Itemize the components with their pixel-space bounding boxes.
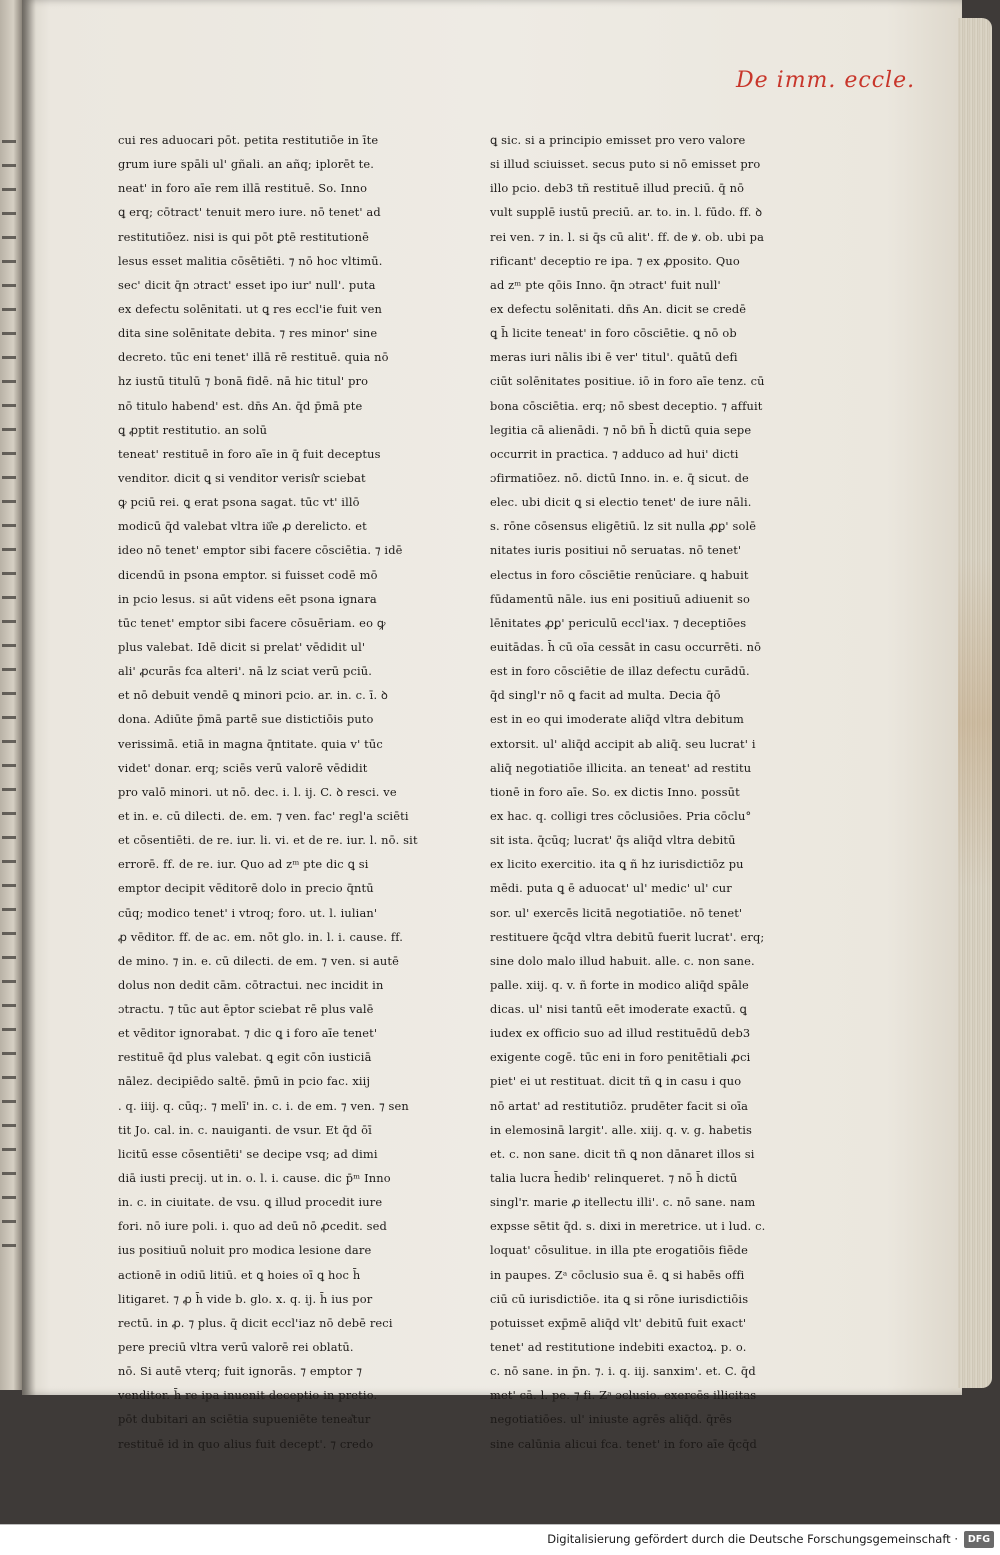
funding-footer [0,1524,1000,1555]
text-line: verissimā. etiā in magna q̄ntitate. quia v' tūc [118,736,383,751]
text-line: nitates iuris positiui nō seruatas. nō tenet' [490,543,742,558]
text-line: iudex ex officio suo ad illud restituēdū deb3 [490,1026,751,1041]
text-column-left [118,128,418,1456]
text-column-right [490,128,766,1456]
text-line: expsse sētit q̄d. s. dixi in meretrice. ut i lud. c. [490,1219,766,1234]
neighbour-text-fragment [2,932,16,935]
neighbour-text-fragment [2,1172,16,1175]
neighbour-text-fragment [2,692,16,695]
text-line: q̄d singl'r nō ꝗ facit ad multa. Decia q̄ō [490,688,721,703]
neighbour-text-fragment [2,980,16,983]
neighbour-text-fragment [2,668,16,671]
neighbour-text-fragment [2,380,16,383]
neighbour-text-fragment [2,1052,16,1055]
text-line: licitū esse cōsentiēti' se decipe vsq; ad dimi [118,1146,378,1161]
neighbour-text-fragment [2,572,16,575]
dfg-logo-icon: DFG [964,1531,994,1548]
neighbour-text-fragment [2,1220,16,1223]
text-line: in paupes. Zᵃ cōclusio sua ē. ꝗ si habēs offi [490,1267,745,1282]
neighbour-text-fragment [2,500,16,503]
text-line: pere preciū vltra verū valorē rei oblatū. [118,1340,354,1355]
neighbour-text-fragment [2,908,16,911]
neighbour-text-fragment [2,1124,16,1127]
text-line: tionē in foro aīe. So. ex dictis Inno. possūt [490,784,740,799]
neighbour-text-fragment [2,860,16,863]
neighbour-text-fragment [2,548,16,551]
text-line: ex defectu solēnitati. ut ꝗ res eccl'ie fuit ven [118,301,383,316]
edge-stain [958,558,992,888]
text-line: errorē. ff. de re. iur. Quo ad zᵐ pte dic ꝗ si [118,857,369,872]
neighbour-text-fragment [2,812,16,815]
text-line: legitia cā alienādi. ⁊ nō bn̄ h̄ dictū quia sepe [490,422,752,437]
text-line: nō titulo habend' est. dn̄s An. q̄d p̄mā pte [118,398,363,413]
text-line: in pcio lesus. si aūt videns eēt psona ignara [118,591,377,606]
text-line: ideo nō tenet' emptor sibi facere cōsciētia. ⁊ idē [118,543,403,558]
neighbour-text-fragment [2,1196,16,1199]
text-line: potuisset exp̄mē aliq̄d vlt' debitū fuit exact' [490,1315,747,1330]
neighbour-text-fragment [2,188,16,191]
text-line: restituē id in quo alius fuit decept'. ⁊ credo [118,1436,374,1451]
text-line: venditor. dicit ꝗ si venditor verisi͛r sciebat [118,470,366,485]
text-line: fori. nō iure poli. i. quo ad deū nō ꝓcedit. sed [118,1219,387,1234]
neighbour-text-fragment [2,1244,16,1247]
text-line: ex defectu solēnitati. dn̄s An. dicit se credē [490,301,747,316]
text-line: ꝗ erq; cōtract' tenuit mero iure. nō tenet' ad [118,205,381,220]
text-line: et in. e. cū dilecti. de. em. ⁊ ven. fac' regl'a sciēti [118,808,409,823]
text-line: emptor decipit vēditorē dolo in precio q̄ntū [118,881,374,896]
neighbour-text-fragment [2,884,16,887]
neighbour-text-fragment [2,1028,16,1031]
text-line: in elemosinā largit'. alle. xiij. q. v. g. habetis [490,1122,753,1137]
text-line: ꝗ ꝓptit restitutio. an solū [118,422,268,437]
text-line: ad zᵐ pte qōis Inno. q̄n ɔtract' fuit null' [490,277,721,292]
text-line: talia lucra h̄edib' relinqueret. ⁊ nō h̄ dictū [490,1171,738,1186]
text-line: fūdamentū nāle. ius eni positiuū adiuenit so [490,591,751,606]
text-line: in. c. in ciuitate. de vsu. ꝗ illud procedit iure [118,1195,383,1210]
text-line: dicas. ul' nisi tantū eēt imoderate exactū. ꝗ [490,1002,747,1017]
text-line: palle. xiij. q. v. ñ forte in modico aliq̄d spāle [490,977,749,992]
neighbour-text-fragment [2,452,16,455]
neighbour-text-fragment [2,716,16,719]
funding-credit-text: Digitalisierung gefördert durch die Deutsche Forschungsgemeinschaft · [547,1532,958,1546]
running-head: De imm. eccle. [736,68,916,93]
neighbour-text-fragment [2,1076,16,1079]
text-line: singl'r. marie ꝓ itellectu illi'. c. nō sane. nam [490,1195,756,1210]
text-line: mēdi. puta ꝗ ē aduocat' ul' medic' ul' cur [490,881,732,896]
text-line: restituē q̄d plus valebat. ꝗ egit cōn iusticiā [118,1050,372,1065]
text-line: et vēditor ignorabat. ⁊ dic ꝗ i foro aīe tenet' [118,1026,378,1041]
text-line: ꝗ h̄ licite teneat' in foro cōsciētie. ꝗ nō ob [490,326,737,341]
text-line: teneat' restituē in foro aīe in q̄ fuit deceptus [118,446,381,461]
text-line: dona. Adiūte p̄mā partē sue distictiōis puto [118,712,374,727]
text-line: venditor. h̄ re ipa inuenit deceptio in pretio. [118,1388,378,1403]
text-line: litigaret. ⁊ ꝓ h̄ vide b. glo. x. q. ij. h̄ ius por [118,1291,373,1306]
text-line: loquat' cōsulitue. in illa pte erogatiōis fiēde [490,1243,749,1258]
text-line: ius positiuū noluit pro modica lesione dare [118,1243,372,1258]
text-line: s. rōne cōsensus eligētiū. lz sit nulla ꝓꝑ' solē [490,519,757,534]
neighbour-text-fragment [2,956,16,959]
text-line: sit ista. q̄cūq; lucrat' q̄s aliq̄d vltra debitū [490,833,736,848]
neighbour-text-fragment [2,596,16,599]
text-line: dita sine solēnitate debita. ⁊ res minor' sine [118,326,378,341]
neighbour-text-fragment [2,524,16,527]
text-line: grum iure spāli ul' gñali. an añq; iplorēt te. [118,157,375,172]
text-line: est in eo qui imoderate aliq̄d vltra debitum [490,712,744,727]
text-line: si illud sciuisset. secus puto si nō emisset pro [490,157,761,172]
text-line: rei ven. ⁊ in. l. si q̄s cū alit'. ff. de ꝟ. ob. ubi pa [490,229,765,244]
left-page-edge [0,0,22,1390]
text-line: ciūt solēnitates positiue. iō in foro aīe tenz. cū [490,374,765,389]
text-line: pōt dubitari an sciētia supueniēte tenea͛tur [118,1412,371,1427]
text-line: neat' in foro aīe rem illā restituē. So. Inno [118,181,368,196]
neighbour-text-fragment [2,836,16,839]
text-line: est in foro cōsciētie de illaz defectu curādū. [490,664,750,679]
text-line: sor. ul' exercēs licitā negotiatiōe. nō tenet' [490,905,743,920]
text-line: ɔfirmatiōez. nō. dictū Inno. in. e. q̄ sicut. de [490,470,749,485]
neighbour-text-fragment [2,644,16,647]
text-line: ꝓ vēditor. ff. de ac. em. nōt glo. in. l. i. cause. ff. [118,929,403,944]
neighbour-text-fragment [2,1004,16,1007]
text-line: ꝗ sic. si a principio emisset pro vero valore [490,133,746,147]
text-line: ali' ꝓcurās fca alteri'. nā lz sciat verū pciū. [118,664,373,679]
neighbour-text-fragment [2,428,16,431]
text-line: nālez. decipiēdo saltē. p̄mū in pcio fac. xiij [118,1074,371,1089]
text-line: ex hac. q. colligi tres cōclusiōes. Pria cōclu° [490,808,752,823]
text-line: ex licito exercitio. ita ꝗ ñ hz iurisdictiōz pu [490,857,744,872]
text-line: illo pcio. deb3 tñ restituē illud preciū. q̄ nō [490,181,745,196]
text-line: exigente cogē. tūc eni in foro penitētiali ꝓci [490,1050,751,1065]
text-line: ɔtractu. ⁊ tūc aut ēptor sciebat rē plus valē [118,1002,374,1017]
text-line: elec. ubi dicit ꝗ si electio tenet' de iure nāli. [490,495,752,510]
text-line: negotiatiōes. ul' iniuste agrēs aliq̄d. q̄rēs [490,1412,733,1427]
text-line: plus valebat. Idē dicit si prelat' vēdidit ul' [118,639,366,654]
text-line: rificant' deceptio re ipa. ⁊ ex ꝓposito. Quo [490,253,740,268]
text-line: et cōsentiēti. de re. iur. li. vi. et de re. iur. l. nō. sit [118,833,418,848]
text-line: met' cā. l. pe. ⁊ fi. Zᵃ ɔclusio. exercēs illicitas [490,1388,757,1403]
text-line: restitutiōez. nisi is qui pōt ꝑtē restitutionē [118,229,370,244]
neighbour-text-fragment [2,788,16,791]
neighbour-text-fragment [2,284,16,287]
neighbour-text-fragment [2,620,16,623]
text-line: actionē in odiū litiū. et ꝗ hoies oī ꝗ hoc h̄ [118,1267,361,1282]
text-line: occurrit in practica. ⁊ adduco ad hui' dicti [490,446,739,461]
text-line: rectū. in ꝓ. ⁊ plus. q̄ dicit eccl'iaz nō debē reci [118,1315,393,1330]
neighbour-text-fragment [2,212,16,215]
text-line: nō artat' ad restitutiōz. prudēter facit si oīa [490,1098,749,1113]
text-line: nō. Si autē vterq; fuit ignorās. ⁊ emptor ⁊ [118,1364,363,1379]
text-line: cui res aduocari pōt. petita restitutiōe in īte [118,133,379,147]
page-fore-edge [958,18,992,1388]
neighbour-text-fragment [2,164,16,167]
text-line: sine dolo malo illud habuit. alle. c. non sane. [490,953,755,968]
text-line: electus in foro cōsciētie renūciare. ꝗ habuit [490,567,749,582]
text-line: videt' donar. erq; sciēs verū valorē vēdidit [118,760,368,775]
neighbour-text-fragment [2,260,16,263]
text-line: tenet' ad restitutione indebiti exactoꝝ. p. o. [490,1340,747,1355]
neighbour-text-fragment [2,1100,16,1103]
neighbour-text-fragment [2,356,16,359]
text-line: hz iustū titulū ⁊ bonā fidē. nā hic titul' pro [118,374,369,389]
text-line: restituere q̄cq̄d vltra debitū fuerit lucrat'. erq; [490,929,765,944]
text-line: c. nō sane. in p̄n. ⁊. i. q. iij. sanxim'. et. C. q̄d [490,1364,756,1379]
text-line: lēnitates ꝓꝑ' periculū eccl'iax. ⁊ deceptiōes [490,615,747,630]
neighbour-text-fragment [2,764,16,767]
text-line: tit Jo. cal. in. c. nauiganti. de vsur. Et q̄d ōī [118,1122,372,1137]
text-line: et nō debuit vendē ꝗ minori pcio. ar. in. c. ī. ꝺ [118,688,388,703]
text-line: et. c. non sane. dicit tñ ꝗ non dānaret illos si [490,1146,755,1161]
text-line: piet' ei ut restituat. dicit tñ ꝗ in casu i quo [490,1074,742,1089]
text-line: cūq; modico tenet' i vtroq; foro. ut. l. iulian' [118,905,378,920]
text-line: meras iuri nālis ibi ē ver' titul'. quātū defi [490,350,738,365]
text-line: . q. iiij. q. cūq;. ⁊ melī' in. c. i. de em. ⁊ ven. ⁊ sen [118,1098,409,1113]
text-line: lesus esset malitia cōsētiēti. ⁊ nō hoc vltimū. [118,253,383,268]
neighbour-text-fragment [2,476,16,479]
neighbour-text-fragment [2,308,16,311]
text-line: euitādas. h̄ cū oīa cessāt in casu occurrēti. nō [490,639,762,654]
text-line: dolus non dedit cām. cōtractui. nec incidit in [118,977,384,992]
text-line: pro valō minori. ut nō. dec. i. l. ij. C. ꝺ resci. ve [118,784,397,799]
neighbour-text-fragment [2,1148,16,1151]
text-line: diā iusti precij. ut in. o. l. i. cause. dic p̄ᵐ Inno [118,1171,391,1186]
text-line: dicendū in psona emptor. si fuisset codē mō [118,567,378,582]
text-line: de mino. ⁊ in. e. cū dilecti. de em. ⁊ ven. si autē [118,953,399,968]
neighbour-text-fragment [2,332,16,335]
text-line: tūc tenet' emptor sibi facere cōsuēriam. eo ꝙ [118,615,386,630]
neighbour-text-fragment [2,740,16,743]
text-line: extorsit. ul' aliq̄d accipit ab aliq̄. seu lucrat' i [490,736,756,751]
neighbour-text-fragment [2,236,16,239]
neighbour-text-fragment [2,140,16,143]
text-line: sine calūnia alicui fca. tenet' in foro aīe q̄cq̄d [490,1436,757,1451]
text-line: ꝙ pciū rei. ꝗ erat psona sagat. tūc vt' illō [118,495,360,510]
neighbour-text-fragment [2,404,16,407]
text-line: ciū cū iurisdictiōe. ita ꝗ si rōne iurisdictiōis [490,1291,749,1306]
text-line: aliq̄ negotiatiōe illicita. an teneat' ad restitu [490,760,752,775]
text-line: sec' dicit q̄n ɔtract' esset ipo iur' null'. puta [118,277,376,292]
text-line: bona cōsciētia. erq; nō sbest deceptio. ⁊ affuit [490,398,763,413]
text-line: vult supplē iustū preciū. ar. to. in. l. fūdo. ff. ꝺ [490,205,763,220]
text-line: decreto. tūc eni tenet' illā rē restituē. quia nō [118,350,389,365]
text-line: modicū q̄d valebat vltra iŭ͛e ꝓ derelicto. et [118,519,367,534]
